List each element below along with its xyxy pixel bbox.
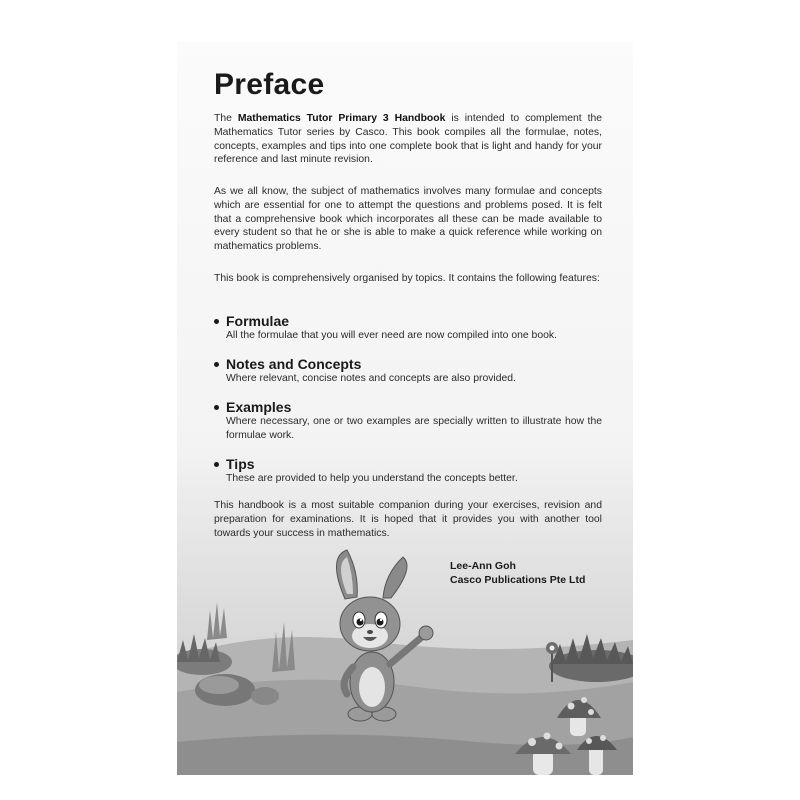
feature-heading: Notes and Concepts — [226, 356, 362, 372]
grass-tuft — [207, 602, 227, 640]
bush-right — [549, 634, 633, 682]
grass-tuft — [272, 622, 295, 672]
book-title: Mathematics Tutor Primary 3 Handbook — [237, 113, 446, 124]
feature-desc: Where necessary, one or two examples are specially written to illustrate how the formulae work. — [226, 416, 602, 441]
intro-prefix: The — [214, 113, 232, 124]
feature-heading: Formulae — [226, 313, 290, 329]
feature-desc: Where relevant, concise notes and concepts are also provided. — [226, 373, 516, 384]
bush-left — [177, 634, 232, 675]
intro-suffix: is intended to complement the Mathematics Tutor series by Casco. This book compiles all the formulae, notes, concepts, examples and tips into one complete book that is light and handy for your reference and last minute revision. — [214, 113, 603, 166]
closing-paragraph: This handbook is a most suitable companion during your exercises, revision and preparation for examinations. It is hoped that it provides you with another tool towards your success in mathematics. — [214, 500, 602, 539]
feature-desc: All the formulae that you will ever need are now compiled into one book. — [226, 330, 557, 341]
feature-heading: Tips — [226, 456, 255, 472]
rock — [251, 687, 279, 705]
page-title: Preface — [214, 68, 325, 101]
landscape-illustration — [177, 42, 633, 775]
paragraph-3: This book is comprehensively organised by topics. It contains the following features: — [214, 273, 600, 284]
feature-desc: These are provided to help you understand the concepts better. — [226, 473, 518, 484]
feature-heading: Examples — [226, 399, 292, 415]
paragraph-2: As we all know, the subject of mathematics involves many formulae and concepts which are essential for one to attempt the questions and problems posed. It is felt that a comprehensive book which incorporates all these can be made available to every student so that he or she is able to make a quick reference while working on mathematics problems. — [214, 186, 602, 253]
signature-company: Casco Publications Pte Ltd — [450, 574, 586, 586]
signature-name: Lee-Ann Goh — [450, 560, 516, 572]
book-page — [177, 42, 633, 775]
